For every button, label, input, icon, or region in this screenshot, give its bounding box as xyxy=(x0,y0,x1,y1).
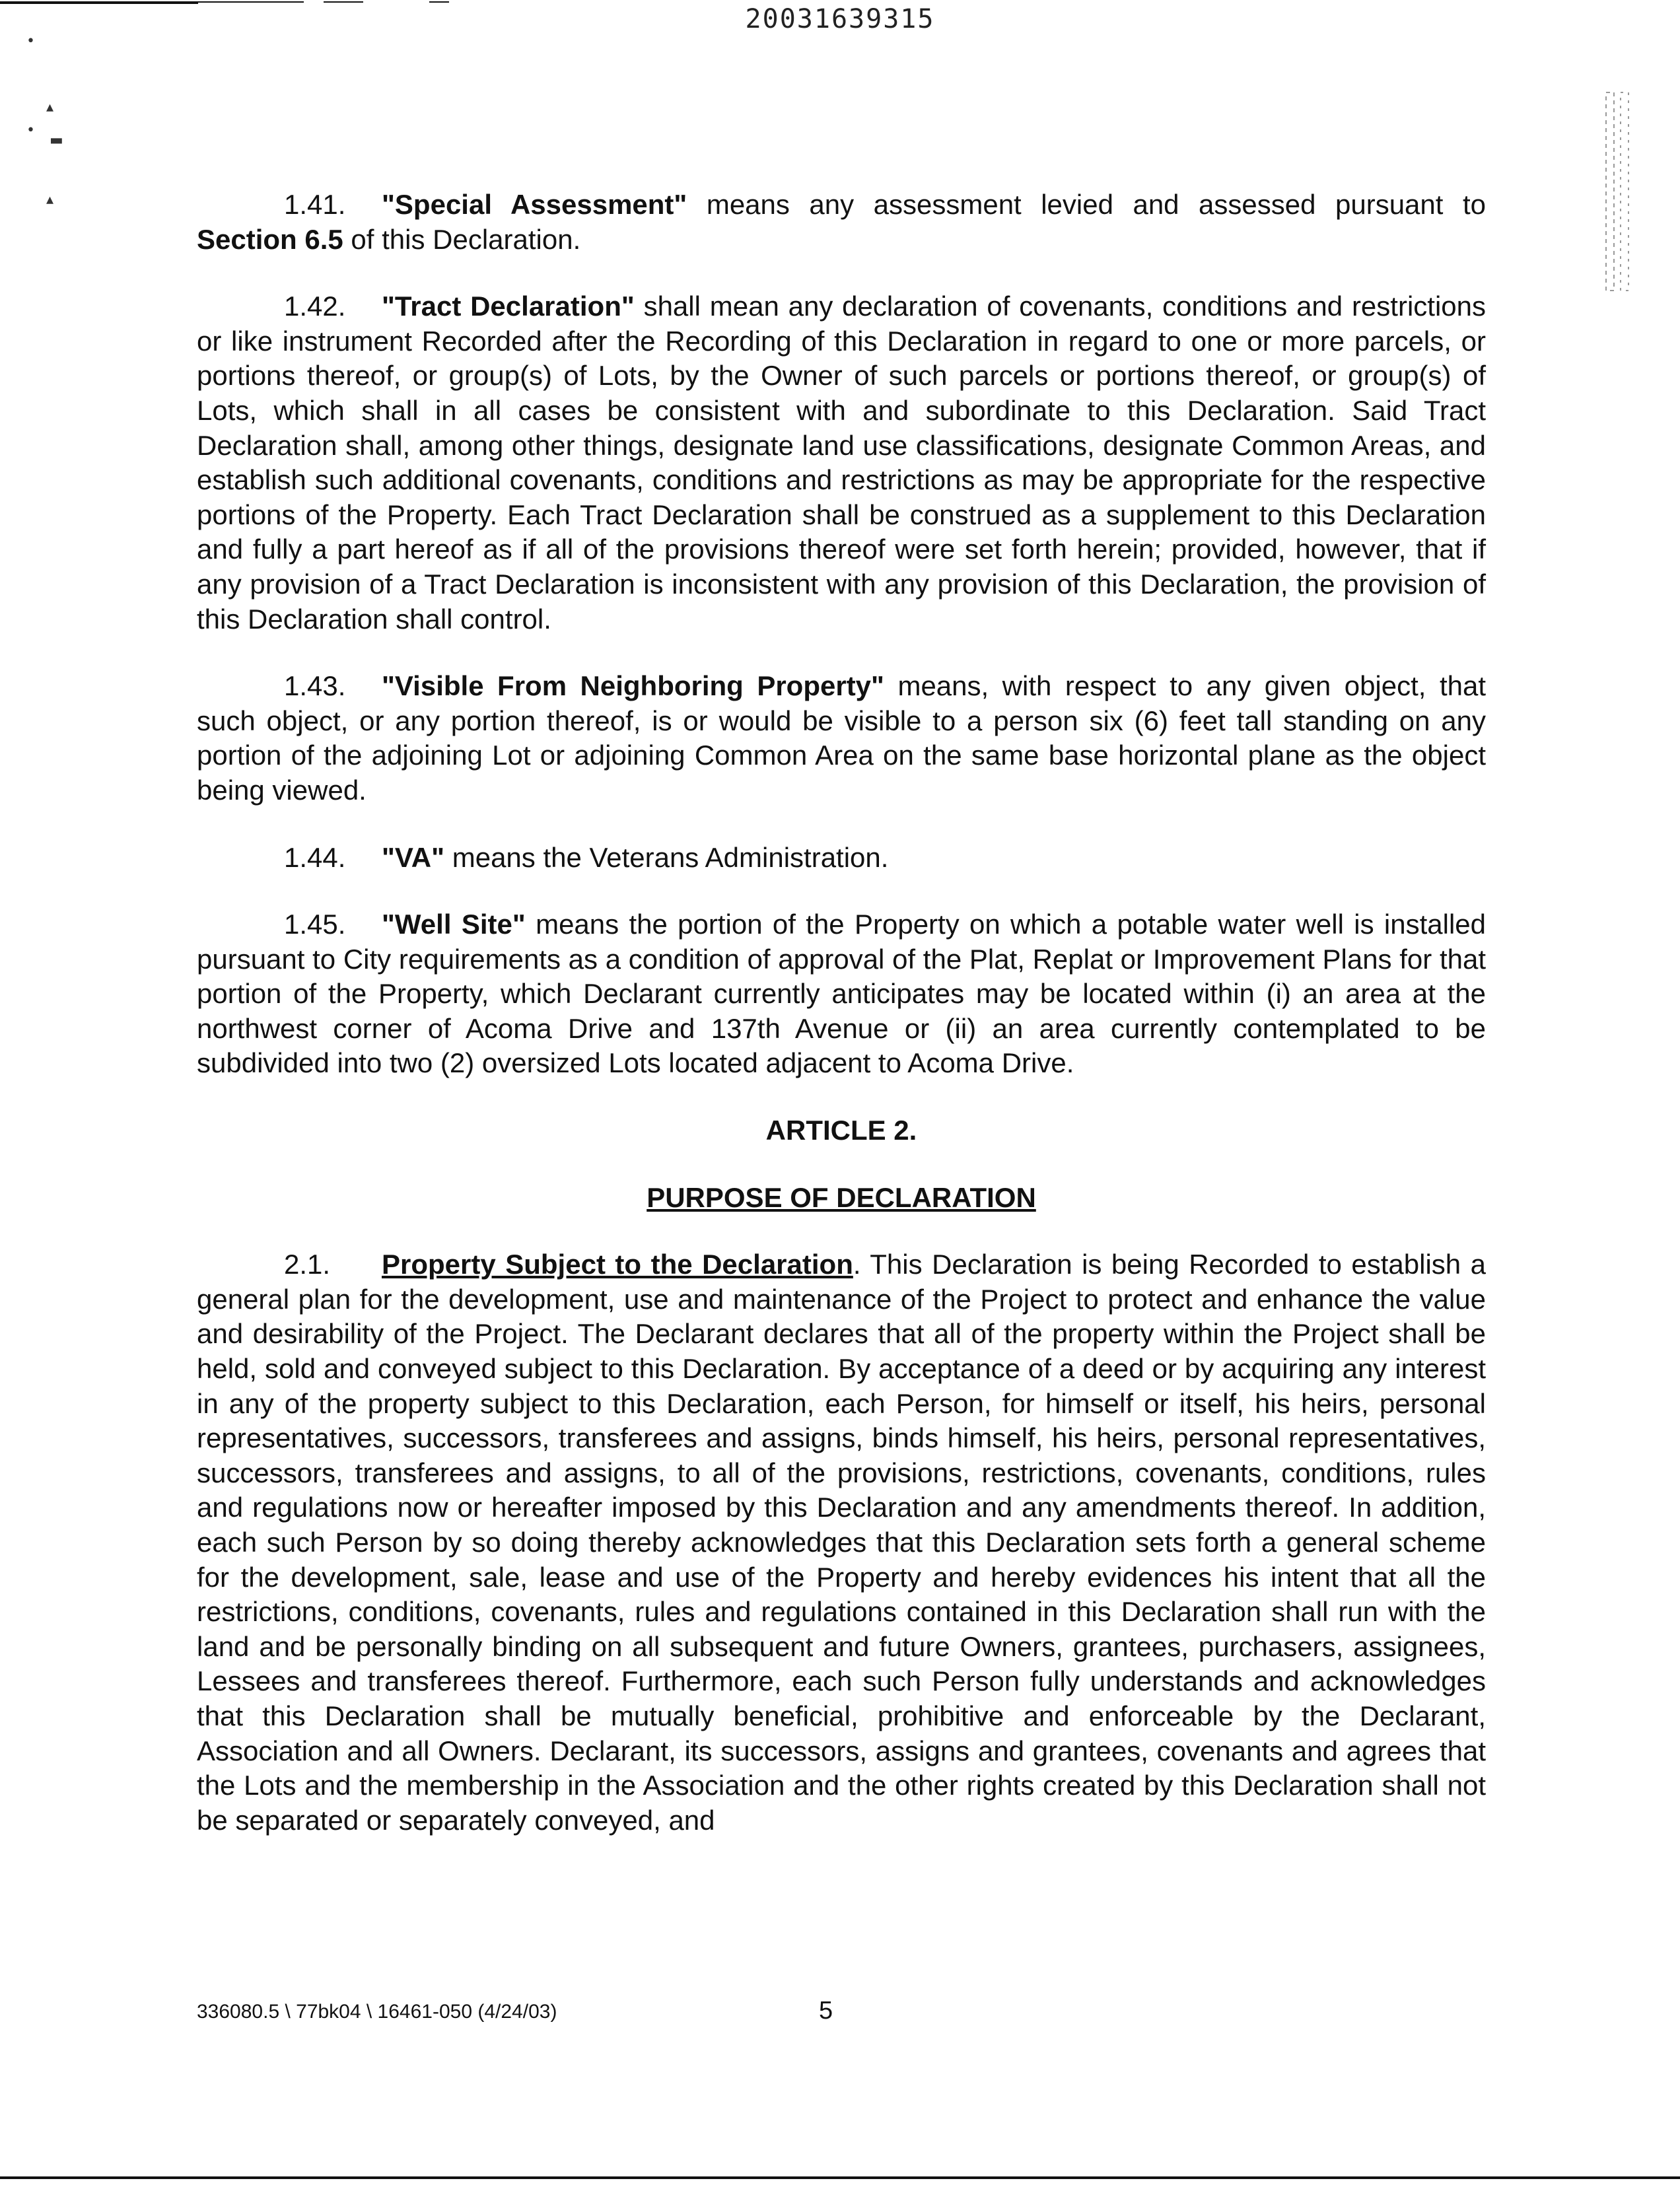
definition-number: 1.42. xyxy=(284,291,346,322)
definition-text: means any assessment levied and assessed pursuant to xyxy=(687,189,1486,220)
definition-term: "Visible From Neighboring Property" xyxy=(382,670,884,702)
section-title: Property Subject to the Declaration xyxy=(382,1249,853,1280)
definition-text: means the portion of the Property on which a potable water well is installed pursuant to City requirements as a condition of approval of the Plat, Replat or Improvement Plans for that portion of the Property, which Declarant currently anticipates may be located within (i) an area at the northwest corner of Acoma Drive and 137th Avenue or (ii) an area currently contemplated to be subdivided into two (2) oversized Lots located adjacent to Acoma Drive. xyxy=(197,909,1486,1079)
definition-text: of this Declaration. xyxy=(343,223,581,255)
definition-1-45 xyxy=(197,907,1486,1081)
margin-stamp-graphic xyxy=(1601,86,1640,297)
section-text: . This Declaration is being Recorded to establish a general plan for the development, use and maintenance of the Project to protect and enhance the value and desirability of the Project. The Declarant declares that all of the property within the Project shall be held, sold and conveyed subject to this Declaration. By acceptance of a deed or by acquiring any interest in any of the property subject to this Declaration, each Person, for himself or itself, his heirs, personal representatives, successors, transferees and assigns, binds himself, his heirs, personal representatives, successors, transferees and assigns, to all of the provisions, restrictions, covenants, conditions, rules and regulations now or hereafter imposed by this Declaration and any amendments thereof. In addition, each such Person by so doing thereby acknowledges that this Declaration sets forth a general scheme for the development, sale, lease and use of the Property and hereby evidences his intent that all the restrictions, conditions, covenants, rules and regulations contained in this Declaration shall run with the land and be personally binding on all subsequent and future Owners, grantees, purchasers, assignees, Lessees and transferees thereof. Furthermore, each such Person fully understands and acknowledges that this Declaration shall be mutually beneficial, prohibitive and enforceable by the Declarant, Association and all Owners. Declarant, its successors, assigns and grantees, covenants and agrees that the Lots and the membership in the Association and the other rights created by this Declaration shall not be separated or separately conveyed, and xyxy=(197,1249,1487,1836)
definition-text: means the Veterans Administration. xyxy=(444,841,889,873)
definition-text: shall mean any declaration of covenants, conditions and restrictions or like instrument Recorded after the Recording of this Declaration in regard to one or more parcels, or portions thereof, or group(s) of Lots, by the Owner of such parcels or portions thereof, or group(s) of Lots, which shall in all cases be consistent with and subordinate to this Declaration. Said Tract Declaration shall, among other things, designate land use classifications, designate Common Areas, and establish such additional covenants, conditions and restrictions as may be appropriate for the respective portions of the Property. Each Tract Declaration shall be construed as a supplement to this Declaration and fully a part hereof as if all of the provisions thereof were set forth herein; provided, however, that if any provision of a Tract Declaration is inconsistent with any provision of this Declaration, the provision of this Declaration shall control. xyxy=(197,291,1486,635)
scan-speck: ▴ xyxy=(46,99,54,116)
definition-number: 1.45. xyxy=(284,909,346,940)
scan-speck: • xyxy=(26,122,35,139)
top-rule-segment xyxy=(324,1,363,3)
document-number: 20031639315 xyxy=(745,4,935,34)
definition-number: 1.44. xyxy=(284,841,346,873)
section-2-1 xyxy=(197,1247,1486,1838)
definition-term: "VA" xyxy=(382,841,445,873)
definition-1-41 xyxy=(197,188,1486,257)
definition-term: "Special Assessment" xyxy=(382,189,687,220)
article-title: PURPOSE OF DECLARATION xyxy=(647,1181,1036,1213)
article-heading: ARTICLE 2. xyxy=(765,1115,917,1146)
scan-speck: ▬ xyxy=(50,132,63,149)
section-reference: Section 6.5 xyxy=(197,223,343,255)
footer-reference: 336080.5 \ 77bk04 \ 16461-050 (4/24/03) xyxy=(197,2001,557,2023)
scan-speck: ▴ xyxy=(46,191,54,208)
document-body xyxy=(197,188,1486,1838)
definition-term: "Tract Declaration" xyxy=(382,291,635,322)
definition-1-44 xyxy=(197,841,1486,876)
definition-number: 1.43. xyxy=(284,670,346,702)
section-number: 2.1. xyxy=(284,1249,331,1280)
scan-speck: • xyxy=(26,33,35,50)
definition-text: means, with respect to any given object, that such object, or any portion thereof, is or would be visible to a person six (6) feet tall standing on any portion of the adjoining Lot or adjoining Common Area on the same base horizontal plane as the object being viewed. xyxy=(197,670,1486,806)
definition-1-42 xyxy=(197,289,1486,637)
definition-number: 1.41. xyxy=(284,189,346,220)
top-rule-segment xyxy=(198,1,304,3)
top-rule-segment xyxy=(429,1,449,3)
definition-1-43 xyxy=(197,669,1486,808)
bottom-rule xyxy=(0,2176,1680,2179)
definition-term: "Well Site" xyxy=(382,909,526,940)
page-number: 5 xyxy=(819,1997,833,2025)
